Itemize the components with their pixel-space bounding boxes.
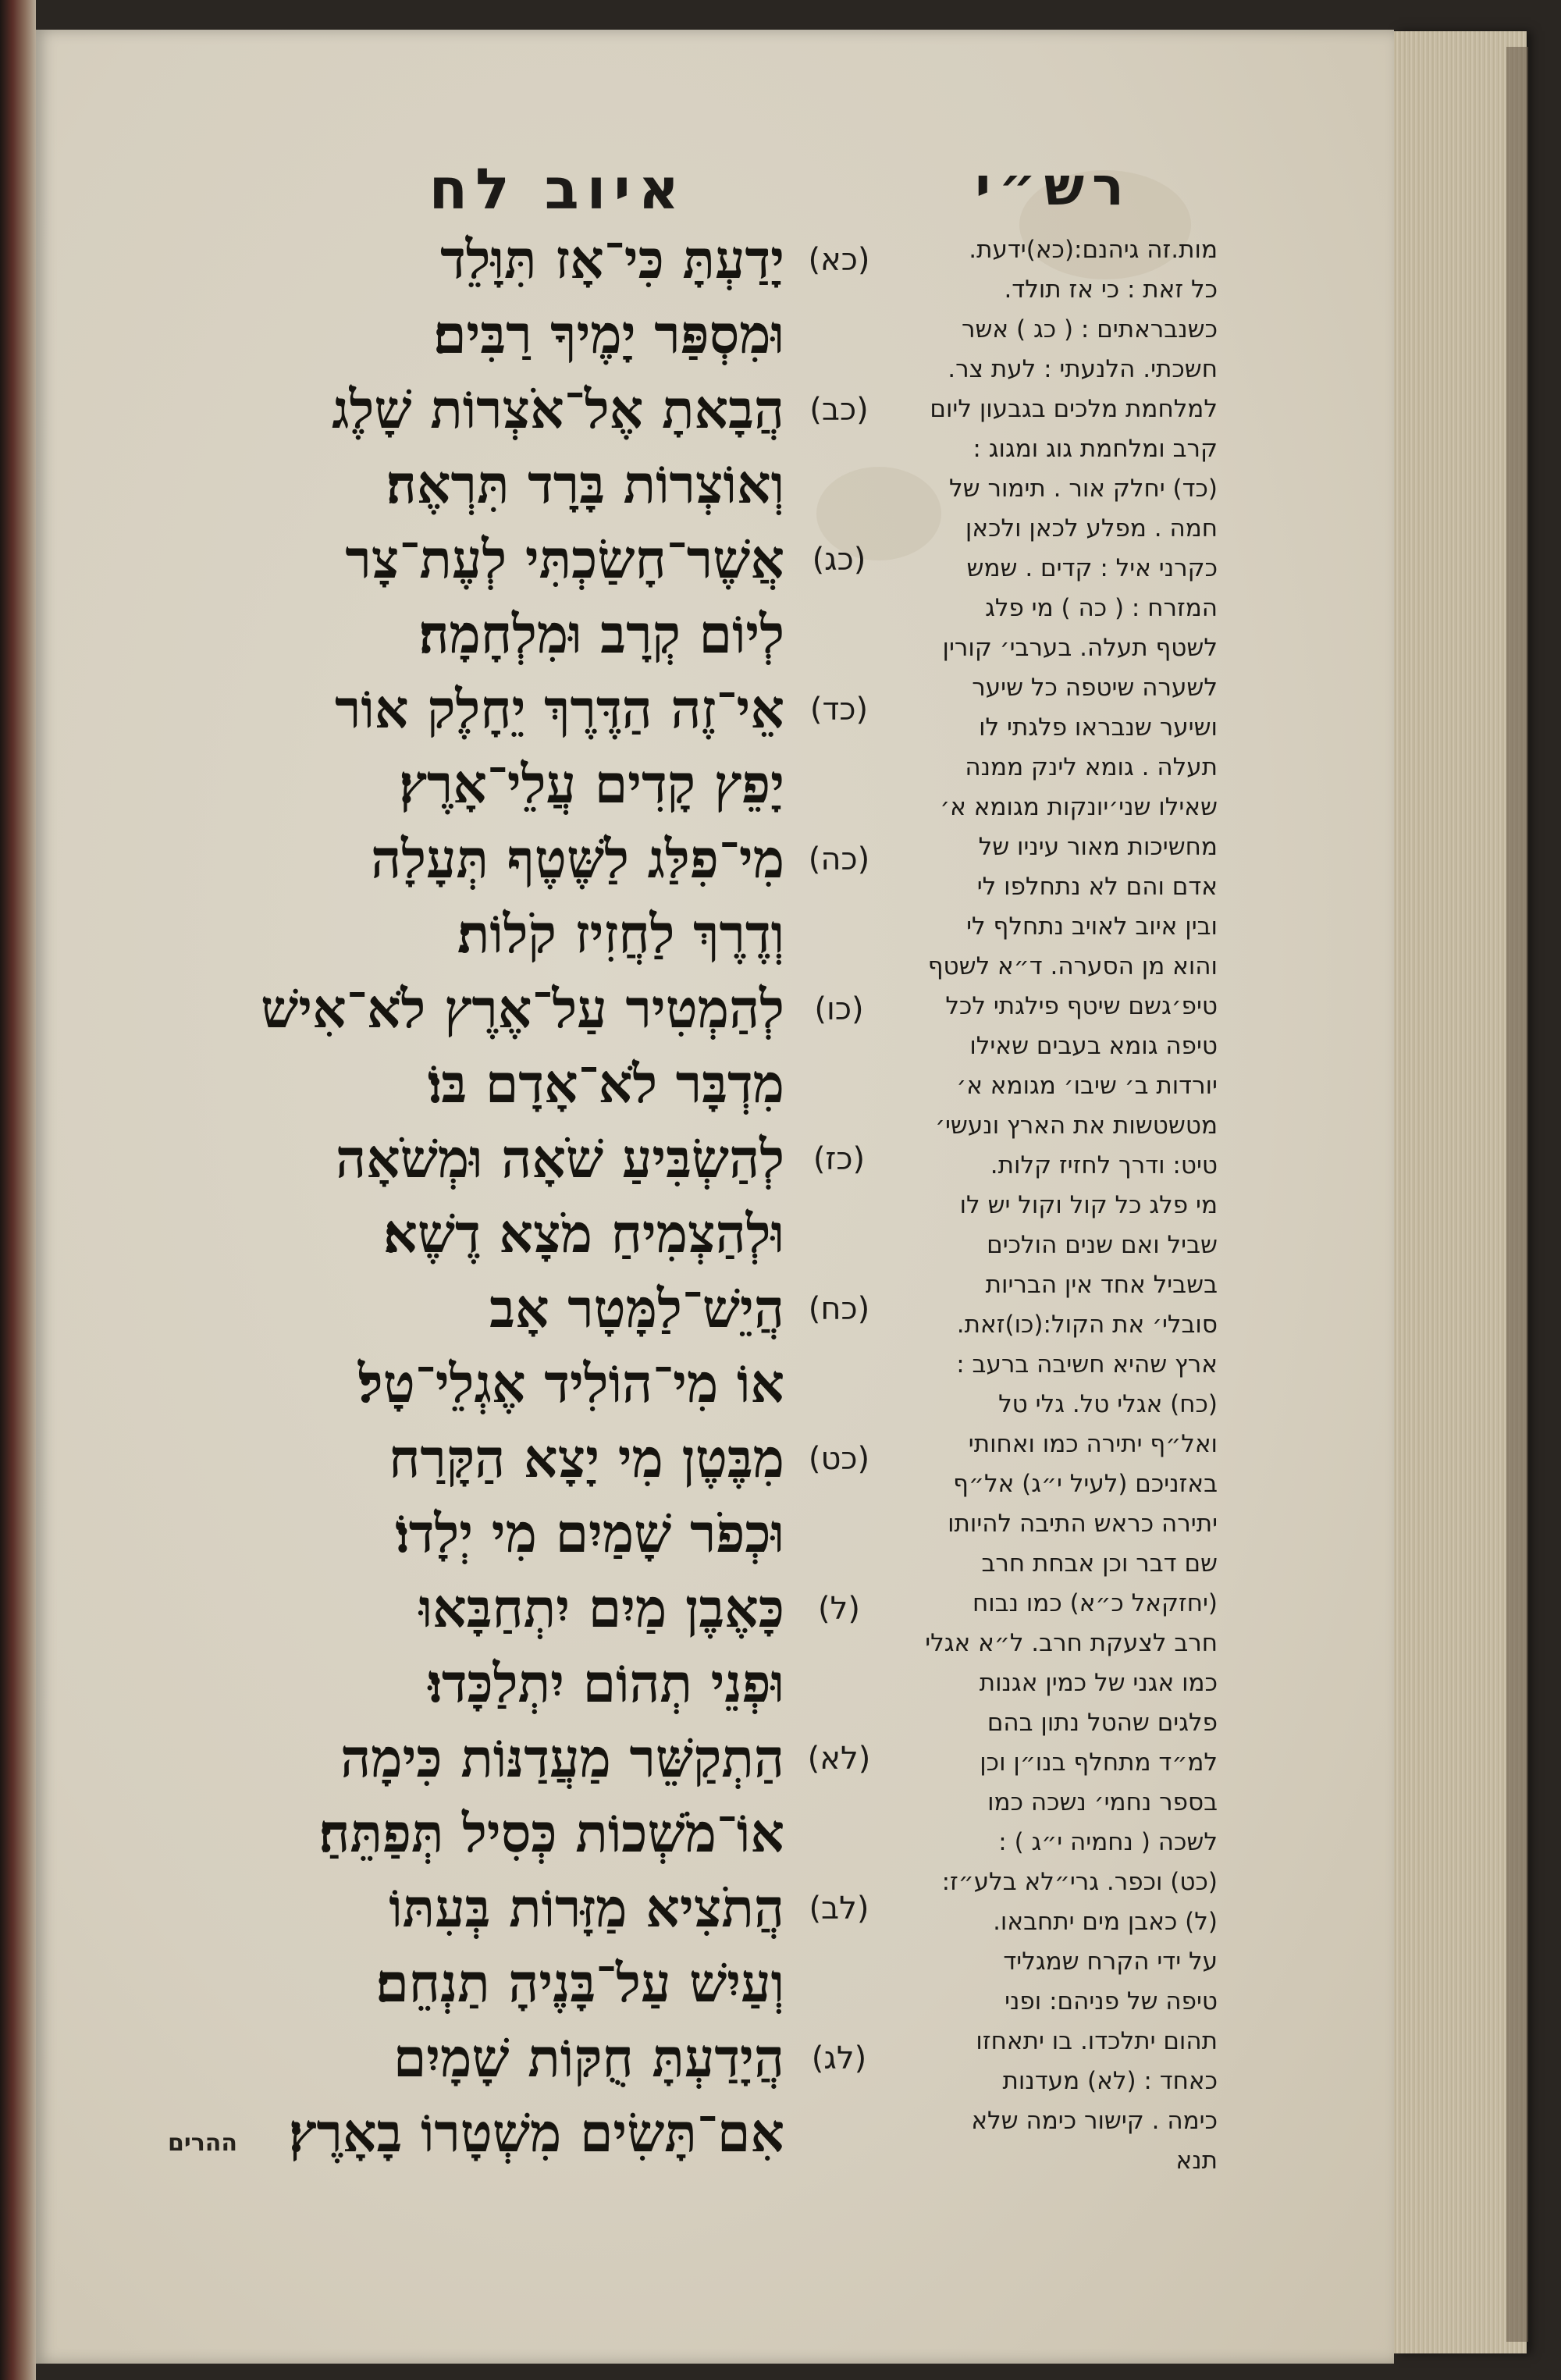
commentary-line: טיפ׳גשם שיטף פילגתי לכל: [945, 992, 1218, 1020]
verse-line: [148, 972, 882, 1047]
commentary-line: באזניכם (לעיל י״ג) אל״ף: [953, 1470, 1218, 1498]
commentary-line: על ידי הקרח שמגליד: [1003, 1948, 1218, 1976]
verse-line: [148, 1571, 882, 1646]
verse-text: וְדֶרֶךְ לַחֲזִיז קֹלוֹת׃: [457, 903, 784, 966]
verse-line: [148, 597, 882, 672]
commentary-line: מי פלג כל קול וקול יש לו: [959, 1191, 1218, 1219]
verse-line: [148, 822, 882, 897]
page-stack-shadow: [1506, 47, 1528, 2342]
verse-text: אוֹ מִי־הוֹלִיד אֶגְלֵי־טָל׃: [357, 1353, 784, 1415]
commentary-line: (ל) כאבן מים יתחבאו.: [993, 1908, 1218, 1936]
commentary-line: טיפה של פניהם: ופני: [1005, 1987, 1218, 2015]
verse-line: [148, 1796, 882, 1871]
book-binding-edge: [0, 0, 36, 2380]
commentary-line: טיפה גומא בעבים שאילו: [969, 1032, 1218, 1060]
commentary-line: סובלי׳ את הקול:(כו)זאת.: [956, 1311, 1218, 1339]
verse-text: לְיוֹם קְרָב וּמִלְחָמָה׃: [418, 603, 784, 666]
verse-line: [148, 1721, 882, 1796]
book-chapter-heading: איוב לח: [428, 156, 687, 222]
verse-number: (ל): [818, 1591, 860, 1627]
commentary-line: תעלה . גומא לינק ממנה: [965, 753, 1218, 781]
verse-line: [148, 222, 882, 297]
verse-line: [148, 1272, 882, 1347]
commentary-line: אדם והם לא נתחלפו לי: [976, 873, 1218, 901]
verse-text: אֲשֶׁר־חָשַׂכְתִּי לְעֶת־צָר: [345, 528, 784, 591]
verse-text: וּמִסְפַּר יָמֶיךָ רַבִּים׃: [433, 304, 784, 366]
verse-text: וּפְנֵי תְהוֹם יִתְלַכָּדוּ׃: [428, 1652, 784, 1715]
commentary-line: כל זאת : כי אז תולד.: [1004, 276, 1218, 304]
commentary-line: (כט) וכפר. גרי״לא בלע״ז:: [941, 1868, 1218, 1896]
commentary-line: (יחזקאל כ״א) כמו נבוח: [972, 1589, 1218, 1617]
verse-text: מִדְבָּר לֹא־אָדָם בּוֹ׃: [427, 1053, 784, 1115]
commentary-line: לשכה ( נחמיה י״ג ) :: [998, 1828, 1218, 1856]
commentary-line: תהום יתלכדו. בו יתאחזו: [976, 2027, 1218, 2055]
commentary-line: מחשיכות מאור עיניו של: [978, 833, 1218, 861]
commentary-line: חרב לצעקת חרב. ל״א אגלי: [925, 1629, 1218, 1657]
commentary-line: למלחמת מלכים בגבעון ליום: [930, 395, 1218, 423]
commentary-line: לשערה שיטפה כל שיער: [972, 674, 1218, 702]
verse-number: (כג): [812, 542, 866, 578]
verse-text: יָפֵץ קָדִים עֲלֵי־אָרֶץ׃: [399, 753, 784, 816]
verse-line: [148, 1122, 882, 1197]
commentary-line: יורדות ב׳ שיבו׳ מגומא א׳: [956, 1072, 1218, 1100]
verse-line: [148, 1197, 882, 1272]
verse-line: [148, 1347, 882, 1421]
verse-line: [148, 1871, 882, 1946]
verse-text: לְהַשְׂבִּיעַ שֹׁאָה וּמְשֹׁאָה: [335, 1128, 784, 1190]
verse-text: מִבֶּטֶן מִי יָצָא הַקָּרַח: [389, 1428, 784, 1490]
verse-text: אוֹ־מֹשְׁכוֹת כְּסִיל תְּפַתֵּחַ׃: [318, 1802, 784, 1865]
verse-text: כָּאֶבֶן מַיִם יִתְחַבָּאוּ: [418, 1578, 784, 1640]
commentary-line: מות.זה גיהנם:(כא)ידעת.: [969, 236, 1218, 264]
verse-text: הַתְקַשֵּׁר מַעֲדַנּוֹת כִּימָה: [340, 1727, 784, 1790]
printer-signature: ההרים: [168, 2129, 238, 2157]
verse-line: [148, 1421, 882, 1496]
commentary-line: (כח) אגלי טל. גלי טל: [998, 1390, 1218, 1418]
commentary-line: כימה . קישור כימה שלא: [971, 2107, 1218, 2135]
commentary-line: מטשטשות את הארץ ונעשי׳: [935, 1112, 1218, 1140]
verse-number: (כב): [809, 392, 869, 428]
commentary-heading: רש״י: [975, 156, 1132, 218]
verse-text: הֲבָאתָ אֶל־אֹצְרוֹת שָׁלֶג: [332, 379, 784, 441]
commentary-line: בשביל אחד אין הבריות: [985, 1271, 1218, 1299]
commentary-line: חשכתי. הלנעתי : לעת צר.: [948, 355, 1218, 383]
commentary-line: ארץ שהיא חשיבה ברעב :: [956, 1350, 1218, 1379]
commentary-line: פלגים שהטל נתון בהם: [987, 1709, 1218, 1737]
verse-text: וְעַיִשׁ עַל־בָּנֶיהָ תַנְחֵם׃: [375, 1952, 784, 2015]
verse-text: לְהַמְטִיר עַל־אֶרֶץ לֹא־אִישׁ: [261, 978, 784, 1041]
verse-line: [148, 522, 882, 597]
verse-text: וְאוֹצְרוֹת בָּרָד תִּרְאֶה׃: [386, 454, 784, 516]
verse-number: (לג): [811, 2040, 867, 2076]
commentary-line: שם דבר וכן אבחת חרב: [981, 1549, 1218, 1578]
commentary-line: קרב ומלחמת גוג ומגוג :: [973, 435, 1218, 463]
verse-text: יָדַעְתָּ כִּי־אָז תִּוָּלֵד: [440, 229, 784, 291]
verse-text: הֲתֹצִיא מַזָּרוֹת בְּעִתּוֹ: [389, 1877, 784, 1940]
verse-number: (לא): [807, 1741, 871, 1777]
verse-line: [148, 1646, 882, 1721]
commentary-line: המזרח : ( כה ) מי פלג: [985, 594, 1218, 622]
verse-number: (כו): [814, 991, 864, 1027]
commentary-line: בספר נחמי׳ נשכה כמו: [987, 1788, 1218, 1816]
commentary-line: יתירה כראש התיבה להיותו: [948, 1510, 1218, 1538]
commentary-line: כאחד : (לא) מעדנות: [1002, 2067, 1218, 2095]
verse-number: (כח): [808, 1291, 870, 1327]
verse-line: [148, 897, 882, 972]
verse-number: (כה): [808, 841, 870, 877]
verse-text: הֲיָדַעְתָּ חֻקּוֹת שָׁמָיִם: [393, 2027, 784, 2090]
verse-number: (כז): [813, 1141, 866, 1177]
commentary-line: כמו אגני של כמין אגנות: [979, 1669, 1218, 1697]
verse-line: [148, 372, 882, 447]
verse-line: [148, 1047, 882, 1122]
verse-number: (כד): [809, 692, 869, 728]
verse-number: (לב): [809, 1891, 869, 1926]
verse-text: אִם־תָּשִׂים מִשְׁטָרוֹ בָאָרֶץ׃: [289, 2102, 784, 2165]
verse-text: הֲיֵשׁ־לַמָּטָר אָב: [489, 1278, 784, 1340]
verse-line: [148, 1496, 882, 1571]
verse-number: (כט): [808, 1441, 870, 1477]
commentary-line: ושיער שנבראו פלגתי לו: [979, 713, 1218, 742]
verse-line: [148, 297, 882, 372]
verse-line: [148, 747, 882, 822]
commentary-line: חמה . מפלע לכאן ולכאן: [965, 514, 1218, 543]
verse-column: [148, 222, 882, 2171]
commentary-line: כשנבראתים : ( כג ) אשר: [961, 315, 1218, 343]
commentary-line: טיט: ודרך לחזיז קלות.: [990, 1151, 1218, 1179]
commentary-line: ובין איוב לאויב נתחלף לי: [966, 913, 1218, 941]
verse-line: [148, 1946, 882, 2021]
commentary-line: למ״ד מתחלף בנו״ן וכן: [980, 1749, 1218, 1777]
commentary-line: והוא מן הסערה. ד״א לשטף: [927, 952, 1218, 980]
commentary-column: [890, 230, 1218, 2181]
verse-text: אֵי־זֶה הַדֶּרֶךְ יֵחָלֶק אוֹר: [335, 678, 784, 741]
verse-line: [148, 447, 882, 522]
commentary-line: (כד) יחלק אור . תימור של: [949, 475, 1218, 503]
commentary-line: תנא: [1175, 2147, 1218, 2175]
commentary-line: ואל״ף יתירה כמו ואחותי: [968, 1430, 1218, 1458]
verse-line: [148, 672, 882, 747]
verse-line: [148, 2021, 882, 2096]
commentary-line: כקרני איל : קדים . שמש: [966, 554, 1218, 582]
verse-text: וּכְפֹר שָׁמַיִם מִי יְלָדוֹ׃: [395, 1503, 784, 1565]
verse-number: (כא): [808, 242, 870, 278]
verse-text: וּלְהַצְמִיחַ מֹצָא דֶשֶׁא׃: [383, 1203, 784, 1265]
commentary-line: לשטף תעלה. בערבי׳ קורין: [942, 634, 1218, 662]
verse-text: מִי־פִלַּג לַשֶּׁטֶף תְּעָלָה: [371, 828, 784, 891]
commentary-line: שביל ואם שנים הולכים: [987, 1231, 1218, 1259]
commentary-line: שאילו שני׳יונקות מגומא א׳: [940, 793, 1218, 821]
